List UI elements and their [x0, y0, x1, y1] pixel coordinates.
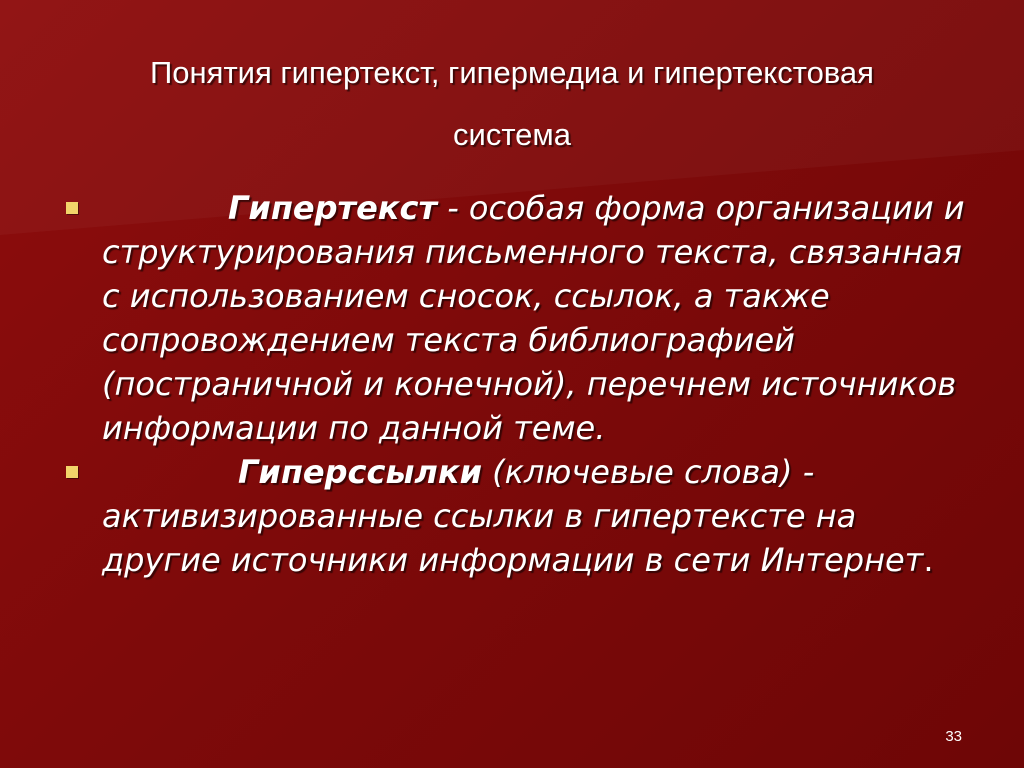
bullet-list — [60, 186, 980, 582]
bullet-item-hyperlinks — [60, 450, 980, 582]
bullet-text-hypertext: - особая форма организации и структурирования письменного текста, связанная с использованием сносок, ссылок, а также сопровождением текста библиографией (постраничной и конечной), перечнем источников информации по данной теме. — [102, 189, 965, 447]
bullet-trailing-period: . — [923, 541, 934, 579]
slide-title-line-1: Понятия гипертекст, гипермедиа и гипертекстовая — [150, 55, 874, 90]
bullet-item-hypertext — [60, 186, 980, 450]
bullet-text-hyperlinks: (ключевые слова) - активизированные ссылки в гипертексте на другие источники информации в сети Интернет — [102, 453, 924, 579]
slide-title-line-2: система — [453, 117, 571, 152]
bullet-term-hyperlinks: Гиперссылки — [238, 453, 482, 491]
square-bullet-icon — [66, 466, 78, 478]
slide-title — [40, 42, 984, 166]
page-number: 33 — [945, 728, 962, 745]
square-bullet-icon — [66, 202, 78, 214]
bullet-term-hypertext: Гипертекст — [228, 189, 438, 227]
